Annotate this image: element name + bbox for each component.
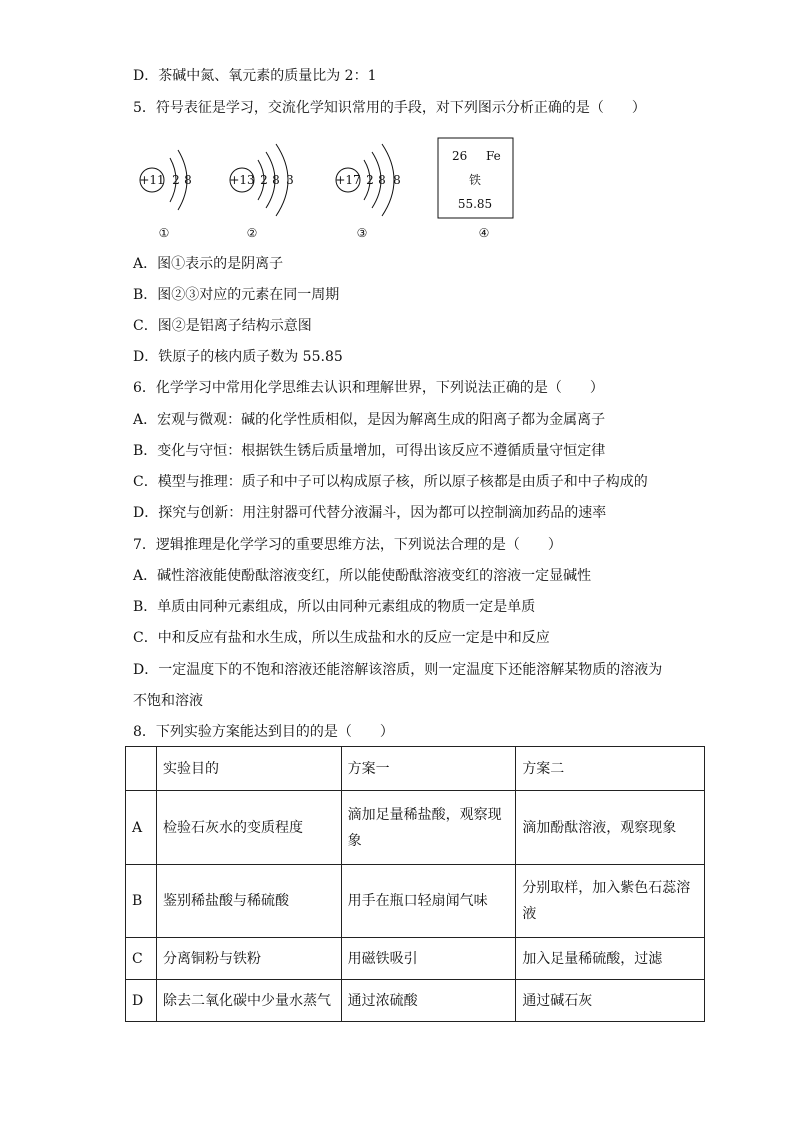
atom-3-shell-3: 8 [393,173,401,187]
table-header-row [126,747,705,791]
table-cell: 分别取样，加入紫色石蕊溶液 [516,865,705,938]
q6-stem: 6．化学学习中常用化学思维去认识和理解世界，下列说法正确的是（ ） [133,380,604,396]
atom-diagram-3 [335,144,400,240]
table-header-cell: 方案二 [516,747,705,791]
table-cell: 用手在瓶口轻扇闻气味 [341,865,516,938]
table-cell: 通过浓硫酸 [341,980,516,1022]
table-header-cell: 方案一 [341,747,516,791]
table-row [126,938,705,980]
atom-2-nucleus: +13 [229,173,255,187]
q6-option-a: A．宏观与微观：碱的化学性质相似，是因为解离生成的阳离子都为金属离子 [133,412,606,428]
q7-option-a: A．碱性溶液能使酚酞溶液变红，所以能使酚酞溶液变红的溶液一定显碱性 [133,568,592,584]
atom-1-shell-1: 2 [172,173,180,187]
table-cell: 滴加足量稀盐酸，观察现象 [341,791,516,865]
atom-3-label: ③ [356,226,368,240]
table-cell: A [126,791,157,865]
atom-3-shell-1: 2 [366,173,374,187]
q7-option-c: C．中和反应有盐和水生成，所以生成盐和水的反应一定是中和反应 [133,630,550,646]
q7-stem: 7．逻辑推理是化学学习的重要思维方法，下列说法合理的是（ ） [133,537,562,553]
element-atomic-number: 26 [452,149,468,163]
q7-option-d: D．一定温度下的不饱和溶液还能溶解该溶质，则一定温度下还能溶解某物质的溶液为 [133,662,663,678]
atom-3-shell-2: 8 [378,173,386,187]
atom-2-shell-1: 2 [260,173,268,187]
q7-option-d-continued: 不饱和溶液 [133,693,203,709]
table-cell: 鉴别稀盐酸与稀硫酸 [156,865,341,938]
atom-2-shell-2: 8 [272,173,280,187]
q5-option-d: D．铁原子的核内质子数为 55.85 [133,349,343,365]
atom-2-label: ② [246,226,258,240]
element-symbol: Fe [486,149,501,163]
element-card [438,138,513,240]
table-cell: 检验石灰水的变质程度 [156,791,341,865]
q5-figure [130,130,530,245]
table-cell: 滴加酚酞溶液，观察现象 [516,791,705,865]
table-cell: D [126,980,157,1022]
q5-stem: 5．符号表征是学习，交流化学知识常用的手段，对下列图示分析正确的是（ ） [133,100,646,116]
q6-option-d: D．探究与创新：用注射器可代替分液漏斗，因为都可以控制滴加药品的速率 [133,505,607,521]
q6-option-b: B．变化与守恒：根据铁生锈后质量增加，可得出该反应不遵循质量守恒定律 [133,443,606,459]
table-cell: 除去二氧化碳中少量水蒸气 [156,980,341,1022]
atom-1-nucleus: +11 [139,173,165,187]
table-cell: C [126,938,157,980]
table-row [126,865,705,938]
table-header-cell: 实验目的 [156,747,341,791]
q5-option-c: C．图②是铝离子结构示意图 [133,318,312,334]
table-cell: 用磁铁吸引 [341,938,516,980]
table-row [126,791,705,865]
table-cell: 通过碱石灰 [516,980,705,1022]
q8-stem: 8．下列实验方案能达到目的的是（ ） [133,724,394,740]
atom-diagram-2 [229,144,293,240]
element-mass: 55.85 [457,197,493,211]
element-card-label: ④ [478,226,490,240]
table-cell: 分离铜粉与铁粉 [156,938,341,980]
atom-diagram-1 [139,150,191,240]
atom-1-shell-2: 8 [184,173,192,187]
table-header-cell [126,747,157,791]
table-cell: B [126,865,157,938]
q5-option-a: A．图①表示的是阴离子 [133,256,284,272]
table-row [126,980,705,1022]
atom-1-label: ① [158,226,170,240]
q5-option-b: B．图②③对应的元素在同一周期 [133,287,340,303]
q8-table [125,746,705,1022]
element-name: 铁 [468,173,482,187]
q6-option-c: C．模型与推理：质子和中子可以构成原子核，所以原子核都是由质子和中子构成的 [133,474,648,490]
atom-2-shell-3: 3 [286,173,294,187]
table-cell: 加入足量稀硫酸，过滤 [516,938,705,980]
q7-option-b: B．单质由同种元素组成，所以由同种元素组成的物质一定是单质 [133,599,536,615]
q4-option-d: D．茶碱中氮、氧元素的质量比为 2：1 [133,68,377,84]
atom-3-nucleus: +17 [335,173,361,187]
